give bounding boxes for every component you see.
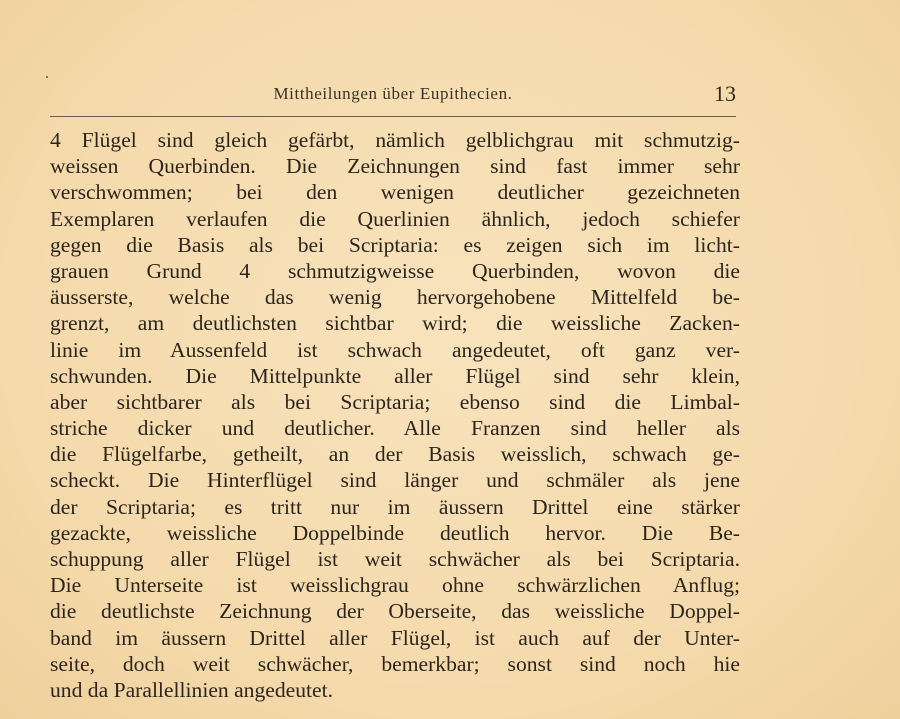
- text-line: gezackte, weissliche Doppelbinde deutlich hervor. Die Be-: [50, 520, 740, 545]
- text-line: linie im Aussenfeld ist schwach angedeutet, oft ganz ver-: [50, 337, 740, 362]
- page-number: 13: [714, 81, 736, 106]
- text-line: 4 Flügel sind gleich gefärbt, nämlich gelblichgrau mit schmutzig-: [50, 128, 740, 152]
- margin-speck: [46, 76, 48, 78]
- text-line: grauen Grund 4 schmutzigweisse Querbinden, wovon die: [50, 258, 740, 283]
- text-line: äusserste, welche das wenig hervorgehobene Mittelfeld be-: [50, 285, 740, 310]
- text-line: die deutlichste Zeichnung der Oberseite, das weissliche Doppel-: [50, 599, 740, 624]
- text-line: aber sichtbarer als bei Scriptaria; ebenso sind die Limbal-: [50, 389, 740, 414]
- text-line: grenzt, am deutlichsten sichtbar wird; die weissliche Zacken-: [50, 311, 740, 336]
- text-line: band im äussern Drittel aller Flügel, ist auch auf der Unter-: [50, 625, 740, 650]
- text-line: Die Unterseite ist weisslichgrau ohne schwärzlichen Anflug;: [50, 573, 740, 598]
- text-line: schuppung aller Flügel ist weit schwächer als bei Scriptaria.: [50, 547, 740, 571]
- text-line: schwunden. Die Mittelpunkte aller Flügel sind sehr klein,: [50, 363, 740, 388]
- header-rule: [50, 116, 736, 117]
- page-header: [50, 80, 736, 110]
- text-line: Exemplaren verlaufen die Querlinien ähnlich, jedoch schiefer: [50, 206, 740, 231]
- text-line: der Scriptaria; es tritt nur im äussern Drittel eine stärker: [50, 494, 740, 519]
- text-line: weissen Querbinden. Die Zeichnungen sind fast immer sehr: [50, 154, 740, 179]
- text-line: striche dicker und deutlicher. Alle Franzen sind heller als: [50, 416, 740, 441]
- text-line: und da Parallellinien angedeutet.: [50, 677, 334, 702]
- text-line: seite, doch weit schwächer, bemerkbar; sonst sind noch hie: [50, 651, 740, 676]
- text-line: die Flügelfarbe, getheilt, an der Basis weisslich, schwach ge-: [50, 442, 740, 467]
- text-line: gegen die Basis als bei Scriptaria: es zeigen sich im licht-: [50, 232, 740, 257]
- text-line: scheckt. Die Hinterflügel sind länger und schmäler als jene: [50, 468, 740, 493]
- running-title: Mittheilungen über Eupithecien.: [273, 84, 513, 103]
- text-line: verschwommen; bei den wenigen deutlicher gezeichneten: [50, 180, 740, 205]
- body-paragraph: [50, 127, 740, 703]
